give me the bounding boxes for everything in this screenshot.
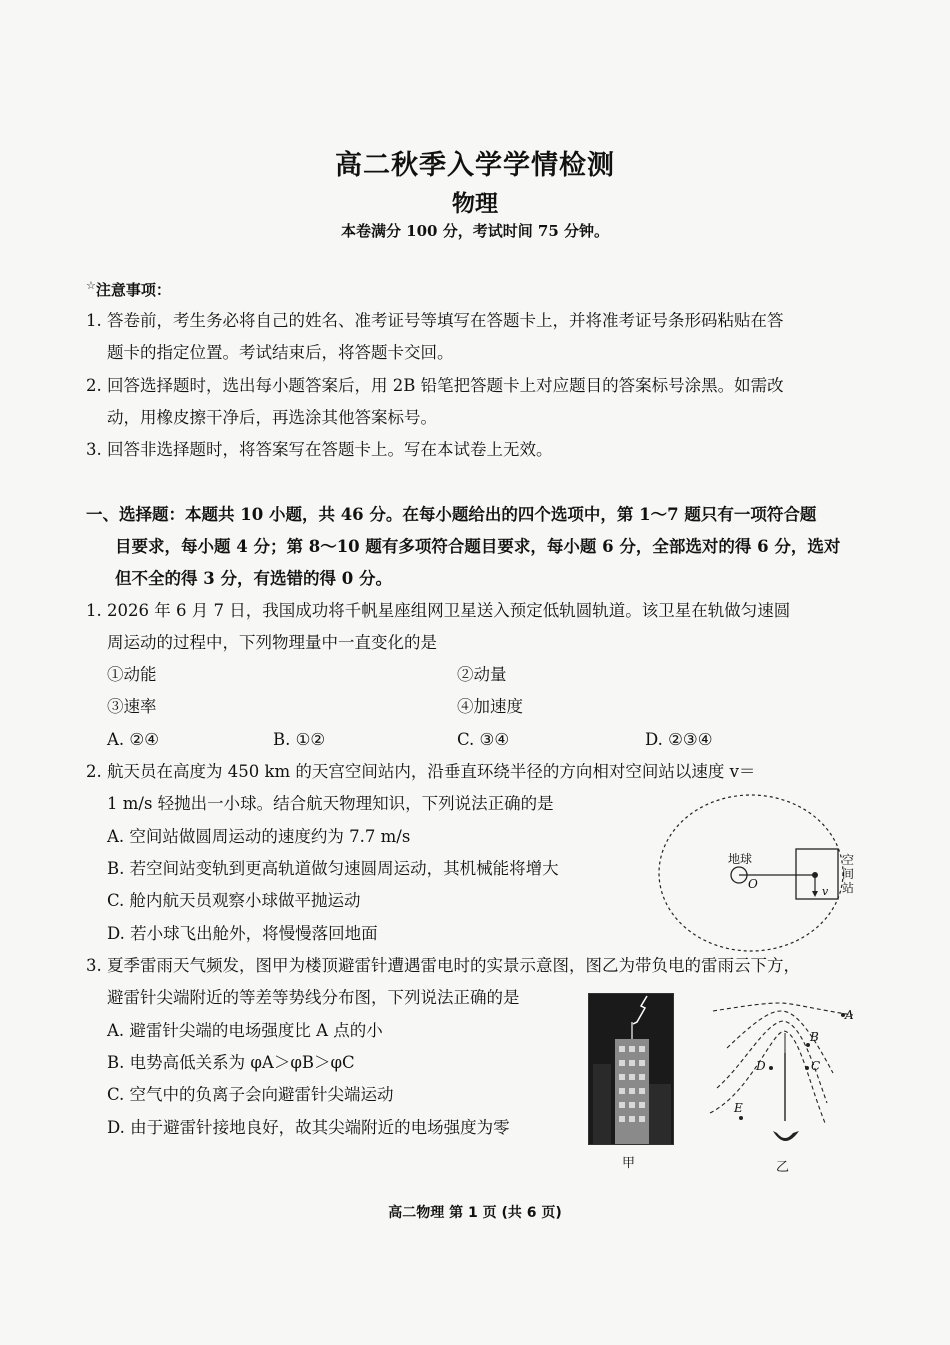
q1-item: ④加速度 (457, 697, 523, 716)
notice-item: 1. 答卷前，考生务必将自己的姓名、准考证号等填写在答题卡上，并将准考证号条形码粘贴在答 (86, 311, 784, 330)
question-stem: 避雷针尖端附近的等差等势线分布图，下列说法正确的是 (107, 988, 520, 1007)
point-b-label: B (810, 1030, 819, 1044)
page-footer: 高二物理 第 1 页 (共 6 页) (388, 1205, 562, 1221)
earth-label: 地球 (728, 852, 753, 866)
notice-item: 题卡的指定位置。考试结束后，将答题卡交回。 (107, 343, 454, 362)
center-label: O (748, 877, 758, 891)
question-stem: 1 m/s 轻抛出一小球。结合航天物理知识，下列说法正确的是 (107, 794, 554, 813)
question-stem: 2. 航天员在高度为 450 km 的天宫空间站内，沿垂直环绕半径的方向相对空间站以速度 v＝ (86, 762, 756, 781)
q1-option: A. ②④ (107, 730, 159, 749)
orbit-diagram (655, 793, 870, 953)
figure-yi-label: 乙 (776, 1160, 790, 1175)
exam-title: 高二秋季入学学情检测 (335, 150, 615, 181)
section-heading: 目要求，每小题 4 分；第 8～10 题有多项符合题目要求，每小题 6 分，全部选对的得 6 分，选对 (115, 537, 841, 556)
point-e-label: E (734, 1101, 743, 1115)
notice-item: 动，用橡皮擦干净后，再选涂其他答案标号。 (107, 408, 437, 427)
lightning-building-photo (588, 993, 674, 1145)
notice-item: 2. 回答选择题时，选出每小题答案后，用 2B 铅笔把答题卡上对应题目的答案标号涂黑。如需改 (86, 376, 784, 395)
q1-item: ③速率 (107, 697, 157, 716)
q2-option: C. 舱内航天员观察小球做平抛运动 (107, 891, 361, 910)
star-icon: ☆ (86, 279, 96, 292)
q3-option: A. 避雷针尖端的电场强度比 A 点的小 (107, 1021, 383, 1040)
q1-item: ①动能 (107, 665, 157, 684)
q3-option: C. 空气中的负离子会向避雷针尖端运动 (107, 1085, 394, 1104)
notice-item: 3. 回答非选择题时，将答案写在答题卡上。写在本试卷上无效。 (86, 440, 553, 459)
notice-heading: ☆注意事项： (86, 279, 171, 299)
q1-option: C. ③④ (457, 730, 510, 749)
question-stem: 周运动的过程中，下列物理量中一直变化的是 (107, 633, 437, 652)
station-label: 空 间 站 (842, 853, 855, 895)
question-stem: 3. 夏季雷雨天气频发，图甲为楼顶避雷针遭遇雷电时的实景示意图，图乙为带负电的雷雨云下方， (86, 956, 800, 975)
q3-option: B. 电势高低关系为 φA＞φB＞φC (107, 1053, 355, 1072)
section-heading: 但不全的得 3 分，有选错的得 0 分。 (115, 569, 392, 588)
q2-option: D. 若小球飞出舱外，将慢慢落回地面 (107, 924, 378, 943)
q2-option: A. 空间站做圆周运动的速度约为 7.7 m/s (107, 827, 411, 846)
subject-title: 物理 (452, 191, 498, 217)
point-c-label: C (811, 1059, 821, 1073)
point-a-label: A (845, 1008, 854, 1022)
q3-option: D. 由于避雷针接地良好，故其尖端附近的电场强度为零 (107, 1118, 510, 1137)
velocity-label: v (822, 885, 829, 898)
question-stem: 1. 2026 年 6 月 7 日，我国成功将千帆星座组网卫星送入预定低轨圆轨道。该卫星在轨做匀速圆 (86, 601, 791, 620)
exam-info: 本卷满分 100 分，考试时间 75 分钟。 (340, 222, 610, 240)
equipotential-diagram (705, 993, 860, 1158)
point-d-label: D (756, 1059, 766, 1073)
section-heading: 一、选择题：本题共 10 小题，共 46 分。在每小题给出的四个选项中，第 1～7 题只有一项符合题 (86, 505, 817, 524)
q1-option: B. ①② (273, 730, 326, 749)
q2-option: B. 若空间站变轨到更高轨道做匀速圆周运动，其机械能将增大 (107, 859, 559, 878)
q1-item: ②动量 (457, 665, 507, 684)
q1-option: D. ②③④ (645, 730, 713, 749)
figure-jia-label: 甲 (622, 1156, 636, 1171)
ground-base (773, 1131, 799, 1141)
